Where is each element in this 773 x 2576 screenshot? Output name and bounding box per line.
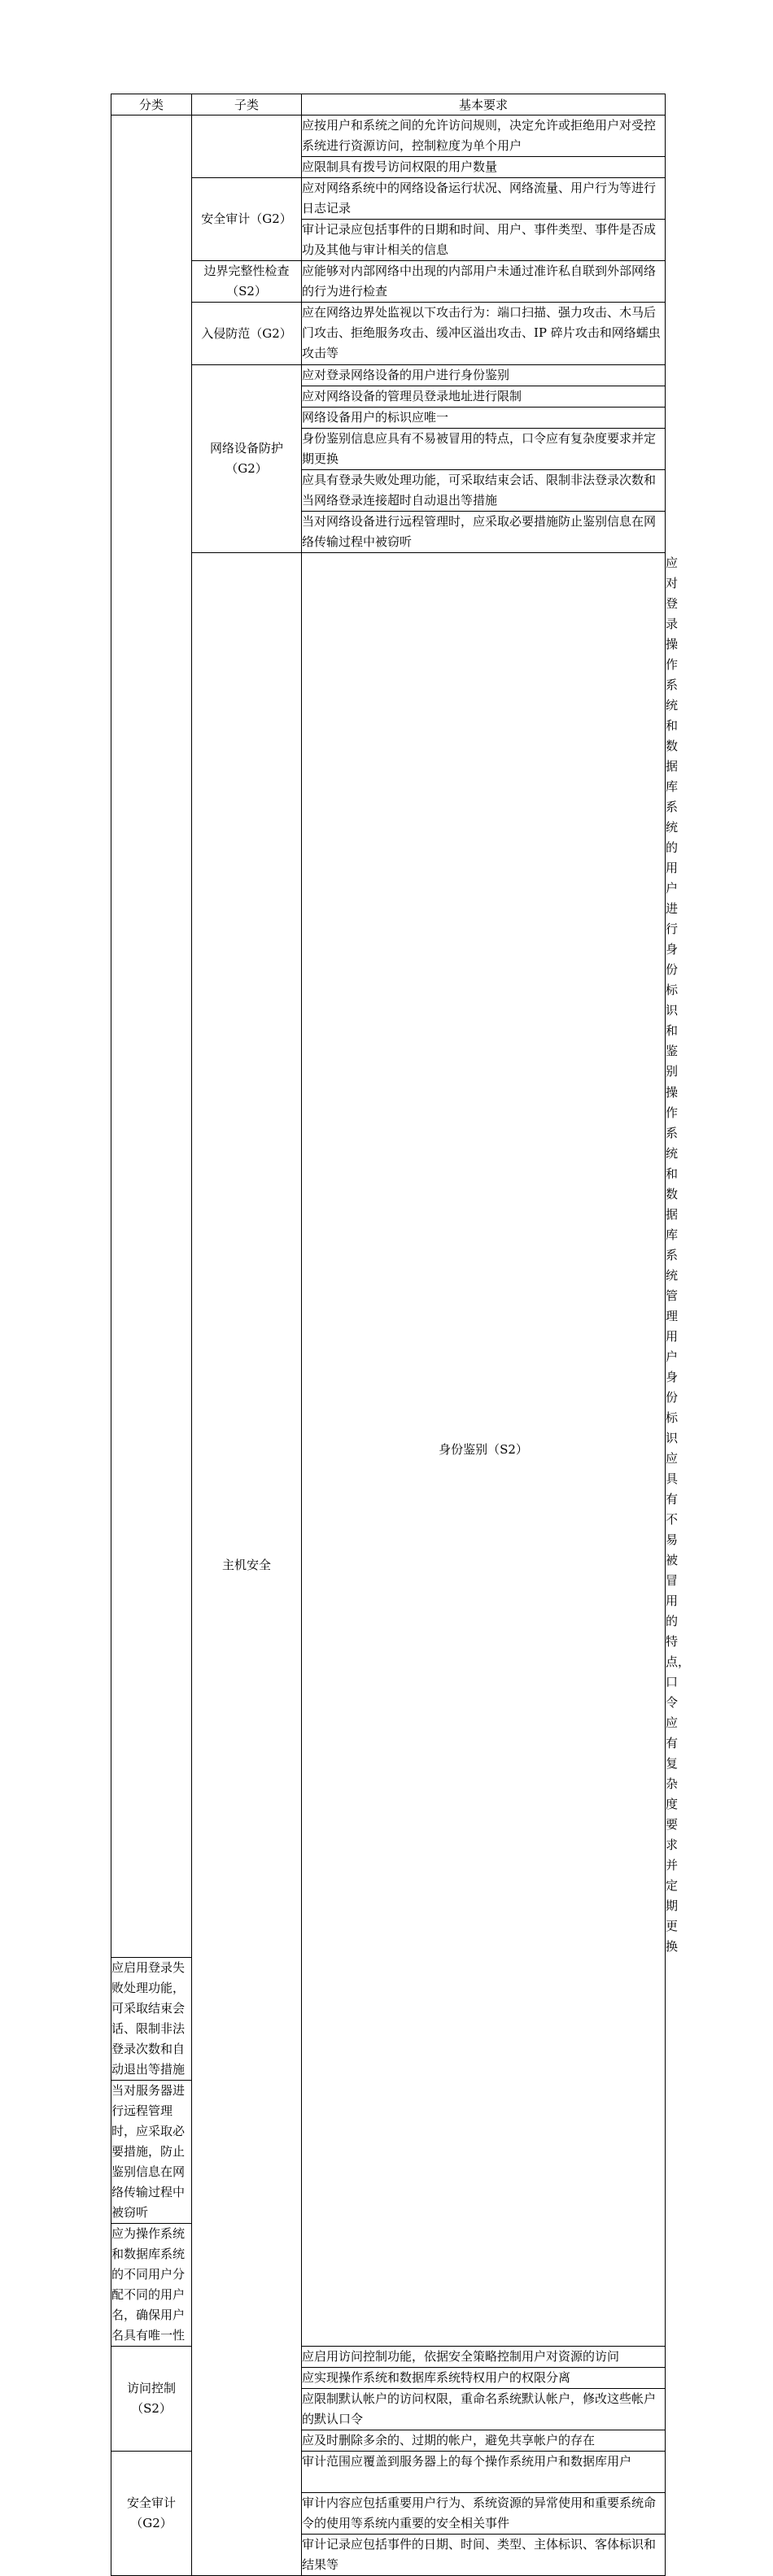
requirements-table (111, 94, 691, 2576)
subcategory-cell: 边界完整性检查（S2） (192, 261, 302, 303)
header-requirements: 基本要求 (302, 94, 666, 116)
requirement-cell: 当对服务器进行远程管理时，应采取必要措施，防止鉴别信息在网络传输过程中被窃听 (111, 2081, 192, 2224)
requirement-cell: 应对网络设备的管理员登录地址进行限制 (302, 386, 666, 408)
header-category: 分类 (111, 94, 192, 116)
subcategory-cell: 身份鉴别（S2） (302, 553, 666, 2347)
requirement-cell: 网络设备用户的标识应唯一 (302, 408, 666, 429)
header-row (111, 94, 666, 116)
requirement-cell: 审计记录应包括事件的日期和时间、用户、事件类型、事件是否成功及其他与审计相关的信息 (302, 220, 666, 261)
requirement-cell: 应及时删除多余的、过期的帐户，避免共享帐户的存在 (302, 2430, 666, 2452)
requirement-cell: 审计内容应包括重要用户行为、系统资源的异常使用和重要系统命令的使用等系统内重要的安全相关事件 (302, 2493, 666, 2535)
subcategory-cell: 安全审计（G2） (192, 178, 302, 261)
category-cell: 主机安全 (192, 553, 302, 2576)
requirement-cell: 应启用访问控制功能，依据安全策略控制用户对资源的访问 (302, 2347, 666, 2368)
requirement-cell: 应限制具有拨号访问权限的用户数量 (302, 157, 666, 178)
subcategory-cell: 安全审计（G2） (111, 2452, 192, 2576)
table-row (111, 261, 666, 303)
subcategory-cell: 入侵防范（G2） (192, 303, 302, 365)
requirement-cell: 审计范围应覆盖到服务器上的每个操作系统用户和数据库用户 (302, 2452, 666, 2493)
requirement-cell: 应按用户和系统之间的允许访问规则，决定允许或拒绝用户对受控系统进行资源访问，控制粒度为单个用户 (302, 116, 666, 157)
subcategory-cell: 网络设备防护（G2） (192, 365, 302, 553)
table-row: 操作系统和数据库系统管理用户身份标识应具有不易被冒用的特点，口令应有复杂度要求并定期更换 (666, 1085, 691, 1954)
table-row (111, 365, 666, 386)
header-subcategory: 子类 (192, 94, 302, 116)
requirement-cell: 应对登录网络设备的用户进行身份鉴别 (302, 365, 666, 386)
requirement-cell: 应限制默认帐户的访问权限，重命名系统默认帐户，修改这些帐户的默认口令 (302, 2389, 666, 2430)
table-row (111, 303, 666, 365)
table-row (111, 116, 666, 157)
category-cell (111, 116, 192, 1958)
subcategory-cell (192, 116, 302, 178)
requirement-cell: 应为操作系统和数据库系统的不同用户分配不同的用户名，确保用户名具有唯一性 (111, 2224, 192, 2347)
table-row: 主机安全 身份鉴别（S2） 应对登录操作系统和数据库系统的用户进行身份标识和鉴别 (111, 553, 666, 1083)
requirement-cell: 应对网络系统中的网络设备运行状况、网络流量、用户行为等进行日志记录 (302, 178, 666, 220)
requirement-cell: 身份鉴别信息应具有不易被冒用的特点，口令应有复杂度要求并定期更换 (302, 429, 666, 470)
requirement-cell: 应在网络边界处监视以下攻击行为：端口扫描、强力攻击、木马后门攻击、拒绝服务攻击、缓冲区溢出攻击、IP 碎片攻击和网络蠕虫攻击等 (302, 303, 666, 365)
requirement-cell: 应能够对内部网络中出现的内部用户未通过准许私自联到外部网络的行为进行检查 (302, 261, 666, 303)
table-row (111, 178, 666, 220)
subcategory-cell: 访问控制（S2） (111, 2347, 192, 2452)
requirement-cell: 应启用登录失败处理功能，可采取结束会话、限制非法登录次数和自动退出等措施 (111, 1958, 192, 2081)
requirement-cell: 审计记录应包括事件的日期、时间、类型、主体标识、客体标识和结果等 (302, 2535, 666, 2576)
requirement-cell: 应实现操作系统和数据库系统特权用户的权限分离 (302, 2368, 666, 2389)
requirement-cell: 当对网络设备进行远程管理时，应采取必要措施防止鉴别信息在网络传输过程中被窃听 (302, 512, 666, 553)
requirement-cell: 应具有登录失败处理功能，可采取结束会话、限制非法登录次数和当网络登录连接超时自动退出等措施 (302, 470, 666, 512)
